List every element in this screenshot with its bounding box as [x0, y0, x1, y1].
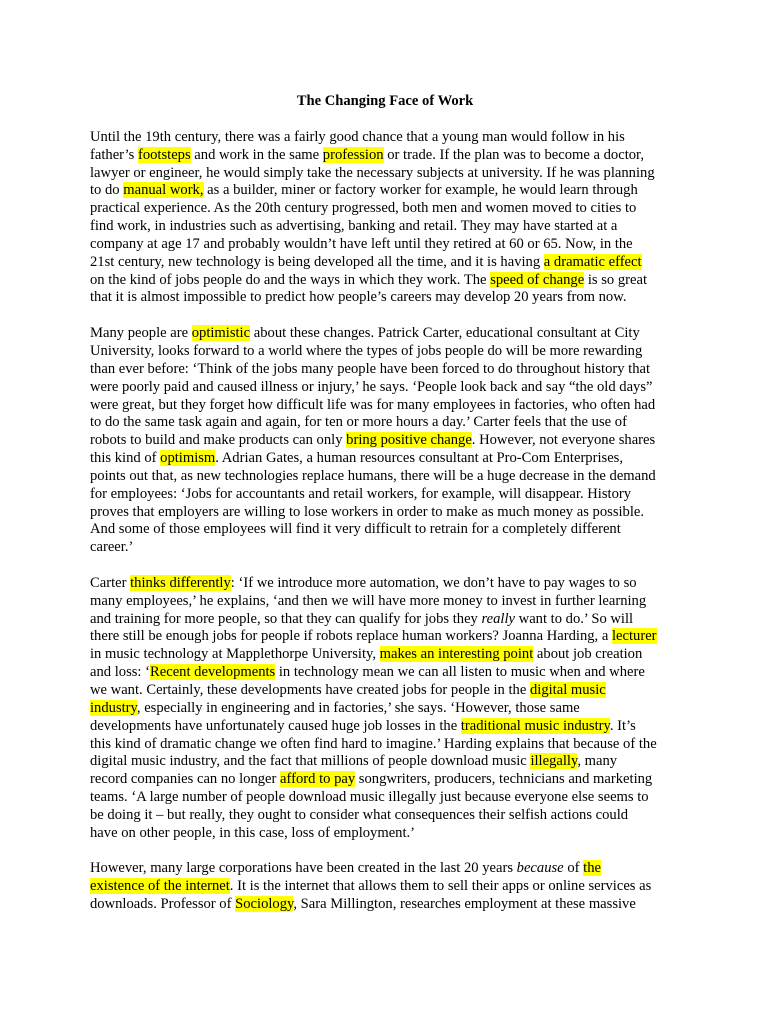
text-line: [90, 414, 680, 432]
text-run: . However, not everyone shares: [471, 432, 656, 449]
text-run: Until the 19th century, there was a fairly good chance that a young man would follow in his: [90, 128, 625, 145]
text-run: teams. ‘A large number of people download music illegally just because everyone else seems to: [90, 789, 649, 806]
text-line: [90, 218, 680, 236]
text-line: [90, 486, 680, 504]
highlighted-phrase: digital music: [529, 682, 606, 698]
text-run: were great, but they forget how difficult life was for many employees in factories, who often had: [90, 396, 656, 413]
highlighted-phrase: speed of change: [490, 271, 585, 288]
text-run: be doing it – but really, they ought to consider what consequences their selfish actions could: [90, 806, 629, 823]
text-line: [90, 504, 680, 522]
highlighted-phrase: a dramatic effect: [543, 253, 642, 270]
highlighted-phrase: existence of the internet: [90, 878, 230, 895]
text-run: many employees,’ he explains, ‘and then we will have more money to invest in further learning: [90, 592, 647, 609]
text-line: [90, 468, 680, 486]
text-run: And some of those employees will find it very difficult to retrain for a completely different: [90, 521, 621, 538]
text-run: than ever before: ‘Think of the jobs many people have been forced to do throughout history that: [90, 360, 651, 377]
text-run: this kind of: [90, 450, 161, 467]
text-line: [90, 147, 680, 165]
text-run: to do the same task again and again, for ten or more hours a day.’ Carter feels that the use of: [90, 414, 627, 431]
document-title: The Changing Face of Work: [296, 93, 474, 109]
text-run: this kind of dramatic change we often find hard to imagine.’ Harding explains that because of the: [90, 735, 657, 752]
text-line: [90, 272, 680, 290]
paragraph: [90, 129, 680, 307]
text-run: for employees: ‘Jobs for accountants and retail workers, for example, will disappear. History: [90, 485, 632, 502]
text-run: want to do.’ So will: [515, 610, 634, 627]
text-line: [90, 878, 680, 896]
text-run: songwriters, producers, technicians and marketing: [355, 771, 653, 788]
highlighted-phrase: Recent developments: [150, 664, 276, 681]
text-line: [90, 593, 680, 611]
text-run: we want. Certainly, these developments have created jobs for people in the: [90, 682, 530, 698]
text-run: However, many large corporations have been created in the last 20 years: [90, 860, 517, 877]
italic-text: because: [516, 860, 564, 877]
text-line: [90, 200, 680, 218]
text-run: : ‘If we introduce more automation, we don’t have to pay wages to so: [230, 574, 637, 591]
text-line: [90, 896, 680, 914]
text-line: [90, 289, 680, 307]
text-run: were poorly paid and caused illness or injury,’ he says. ‘People look back and say “the old days”: [90, 378, 653, 395]
document-page: [90, 93, 680, 914]
text-line: [90, 664, 680, 682]
text-line: [90, 343, 680, 361]
text-run: about these changes. Patrick Carter, educational consultant at City: [250, 325, 640, 342]
highlighted-phrase: Sociology: [235, 896, 294, 913]
text-run: 21st century, new technology is being developed all the time, and it is having: [90, 253, 544, 270]
text-line: [90, 450, 680, 468]
paragraph: [90, 325, 680, 557]
text-run: lawyer or engineer, he would simply take the necessary subjects at university. If he was planning: [90, 164, 655, 181]
highlighted-phrase: profession: [322, 146, 384, 163]
text-line: [90, 753, 680, 771]
text-run: is so great: [584, 271, 648, 288]
highlighted-phrase: manual work,: [123, 182, 204, 199]
text-run: robots to build and make products can only: [90, 432, 347, 449]
text-run: find work, in industries such as advertising, banking and retail. They may have started at a: [90, 218, 618, 235]
text-line: [90, 236, 680, 254]
text-run: , Sara Millington, researches employment at these massive: [293, 896, 636, 913]
highlighted-phrase: thinks differently: [130, 574, 231, 591]
text-line: [90, 646, 680, 664]
text-run: career.’: [90, 539, 134, 556]
text-run: . It’s: [609, 717, 636, 734]
text-run: of: [563, 860, 584, 877]
highlighted-phrase: bring positive change: [346, 432, 472, 449]
highlighted-phrase: the: [583, 860, 601, 877]
highlighted-phrase: optimism: [160, 450, 216, 467]
text-run: and work in the same: [190, 146, 323, 163]
text-run: and loss: ‘: [90, 664, 150, 681]
text-run: , many: [577, 753, 618, 770]
text-line: [90, 379, 680, 397]
highlighted-phrase: lecturer: [611, 628, 657, 645]
text-run: University, looks forward to a world where the types of jobs people do will be more rewarding: [90, 342, 643, 359]
text-run: as a builder, miner or factory worker for example, he would learn through: [203, 182, 638, 199]
highlighted-phrase: illegally: [530, 753, 578, 770]
paragraph: [90, 860, 680, 914]
text-run: about job creation: [533, 646, 643, 663]
text-line: [90, 325, 680, 343]
text-run: . It is the internet that allows them to sell their apps or online services as: [229, 878, 652, 895]
highlighted-phrase: afford to pay: [280, 771, 356, 788]
text-line: [90, 682, 680, 700]
text-line: [90, 182, 680, 200]
text-line: [90, 628, 680, 646]
text-line: [90, 432, 680, 450]
text-run: there still be enough jobs for people if robots replace human workers? Joanna Harding, a: [90, 628, 612, 645]
text-line: [90, 700, 680, 718]
text-line: [90, 165, 680, 183]
text-line: [90, 771, 680, 789]
text-run: practical experience. As the 20th century progressed, both men and women moved to cities to: [90, 200, 637, 217]
highlighted-phrase: traditional music industry: [460, 717, 610, 734]
text-line: [90, 825, 680, 843]
text-line: [90, 718, 680, 736]
text-run: downloads. Professor of: [90, 896, 236, 913]
text-run: record companies can no longer: [90, 771, 281, 788]
text-run: or trade. If the plan was to become a doctor,: [383, 146, 644, 163]
text-line: [90, 254, 680, 272]
text-line: [90, 129, 680, 147]
text-run: , especially in engineering and in factories,’ she says. ‘However, those same: [136, 699, 580, 716]
highlighted-phrase: footsteps: [137, 146, 191, 163]
text-run: and training for more people, so that they can qualify for jobs they: [90, 610, 482, 627]
text-line: [90, 860, 680, 878]
highlighted-phrase: makes an interesting point: [379, 646, 534, 663]
text-run: digital music industry, and the fact that millions of people download music: [90, 753, 531, 770]
highlighted-phrase: industry: [90, 699, 137, 716]
highlighted-phrase: optimistic: [191, 325, 251, 342]
text-line: [90, 807, 680, 825]
document-body: [90, 129, 680, 914]
text-run: in technology mean we can all listen to music when and where: [275, 664, 645, 681]
text-run: points out that, as new technologies replace humans, there will be a huge decrease in the demand: [90, 467, 656, 484]
text-run: that it is almost impossible to predict how people’s careers may develop 20 years from now.: [90, 289, 627, 306]
text-line: [90, 361, 680, 379]
text-line: [90, 611, 680, 629]
text-run: on the kind of jobs people do and the ways in which they work. The: [90, 271, 491, 288]
text-line: [90, 736, 680, 754]
text-line: [90, 575, 680, 593]
text-line: [90, 789, 680, 807]
text-line: [90, 397, 680, 415]
text-run: in music technology at Mapplethorpe University,: [90, 646, 380, 663]
text-run: father’s: [90, 146, 138, 163]
text-run: have on other people, in this case, loss of employment.’: [90, 824, 416, 841]
text-run: . Adrian Gates, a human resources consultant at Pro-Com Enterprises,: [215, 450, 623, 467]
text-line: [90, 539, 680, 557]
text-run: company at age 17 and probably wouldn’t have left until they retired at 60 or 65. Now, in the: [90, 235, 633, 252]
text-run: to do: [90, 182, 124, 199]
italic-text: really: [481, 610, 515, 627]
text-run: Many people are: [90, 325, 192, 342]
paragraph: [90, 575, 680, 843]
text-line: [90, 521, 680, 539]
text-run: proves that employers are willing to lose workers in order to make as much money as possible.: [90, 503, 645, 520]
text-run: Carter: [90, 574, 131, 591]
text-run: developments have unfortunately caused huge job losses in the: [90, 717, 461, 734]
